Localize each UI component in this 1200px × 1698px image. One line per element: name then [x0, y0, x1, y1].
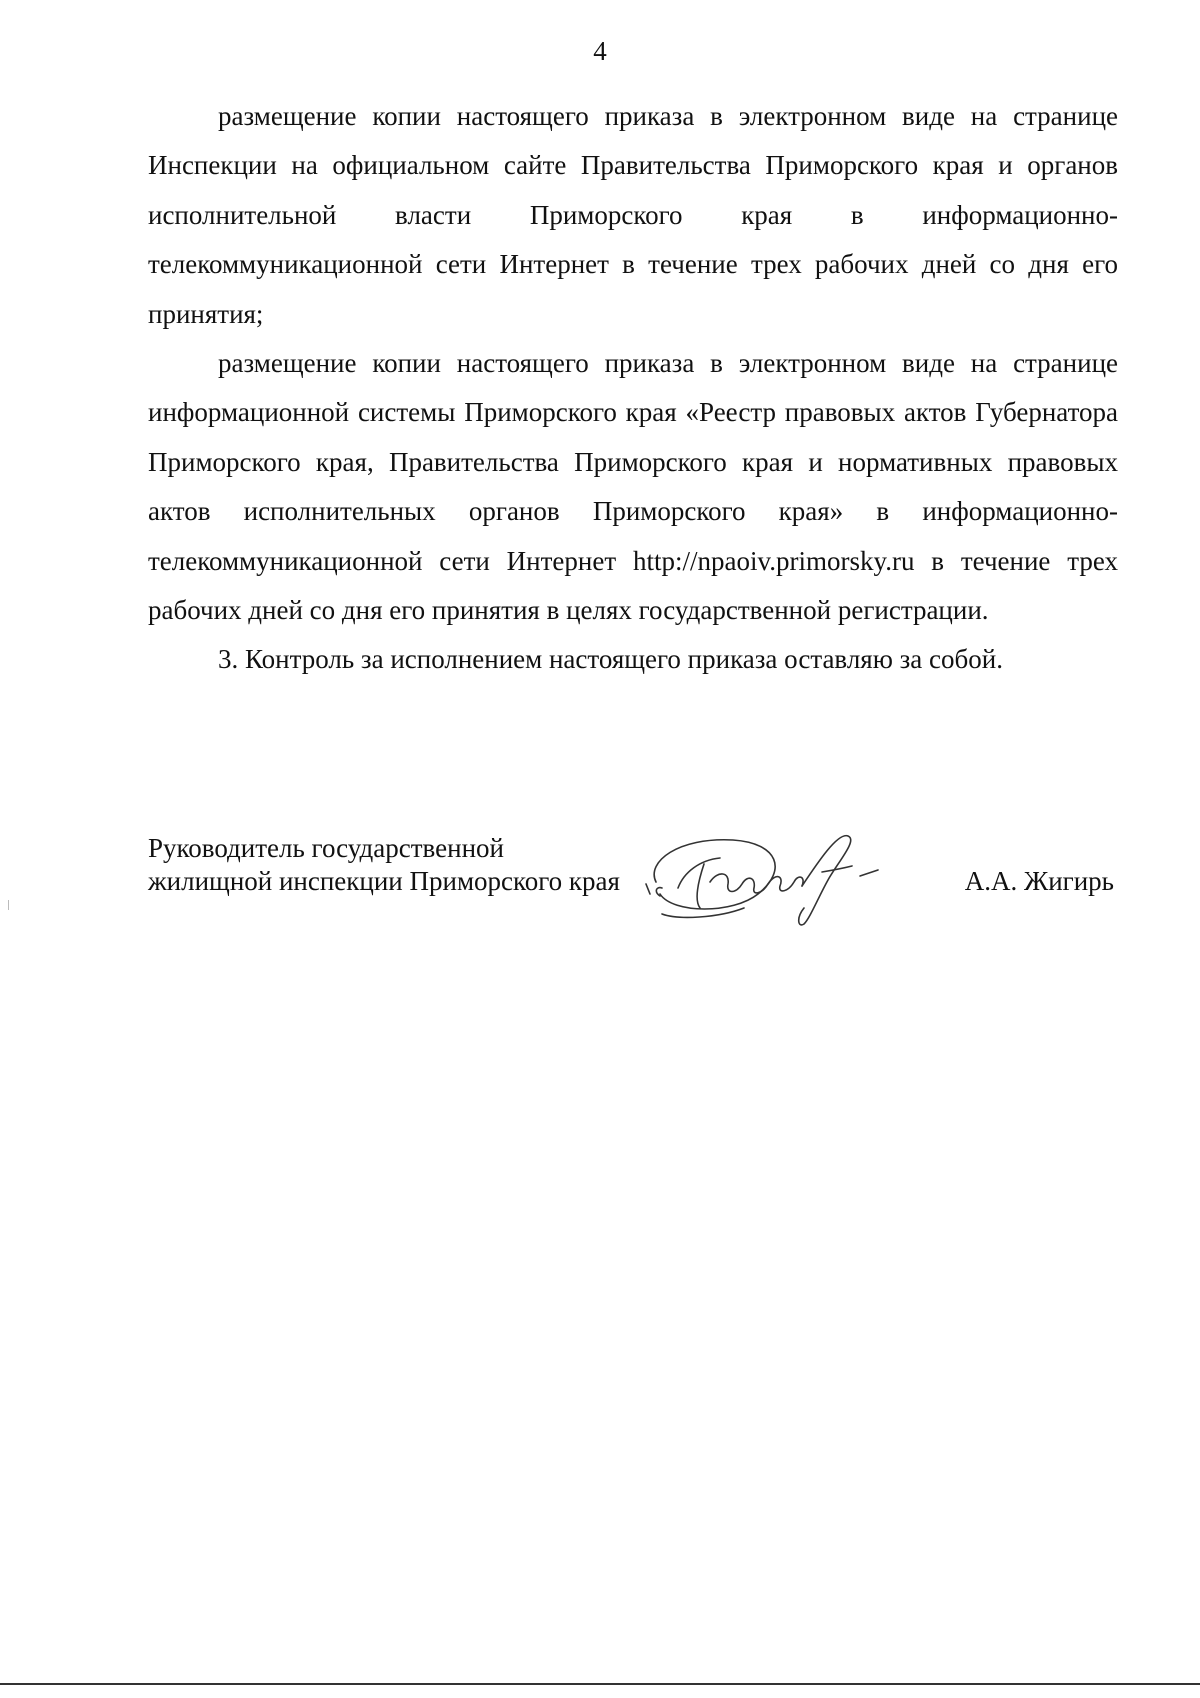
handwritten-signature-icon [638, 822, 908, 932]
document-body [148, 92, 1118, 685]
paragraph-control-clause: 3. Контроль за исполнением настоящего приказа оставляю за собой. [218, 644, 1003, 675]
signatory-position-line-1: Руководитель государственной [148, 833, 504, 863]
signatory-position [148, 832, 620, 898]
signature-block [148, 832, 1118, 962]
page-bottom-edge [0, 1683, 1200, 1685]
signatory-name: А.А. Жигирь [964, 866, 1114, 896]
scan-artifact [8, 900, 9, 910]
paragraph-publication-registry: размещение копии настоящего приказа в электронном виде на странице информационной системы Приморского края «Реестр правовых актов Губернатора Приморского края, Правительства Приморского края и нормативных правовых актов исполнительных органов Приморского края» в информационно-телекоммуникационной сети Интернет http://npaoiv.primorsky.ru в течение трех рабочих дней со дня его принятия в целях государственной регистрации. [148, 348, 1118, 626]
paragraph-publication-inspection-site: размещение копии настоящего приказа в электронном виде на странице Инспекции на официальном сайте Правительства Приморского края и органов исполнительной власти Приморского края в информационно-телекоммуникационной сети Интернет в течение трех рабочих дней со дня его принятия; [148, 101, 1118, 329]
page-number: 4 [593, 36, 607, 66]
signatory-position-line-2: жилищной инспекции Приморского края [148, 866, 620, 896]
